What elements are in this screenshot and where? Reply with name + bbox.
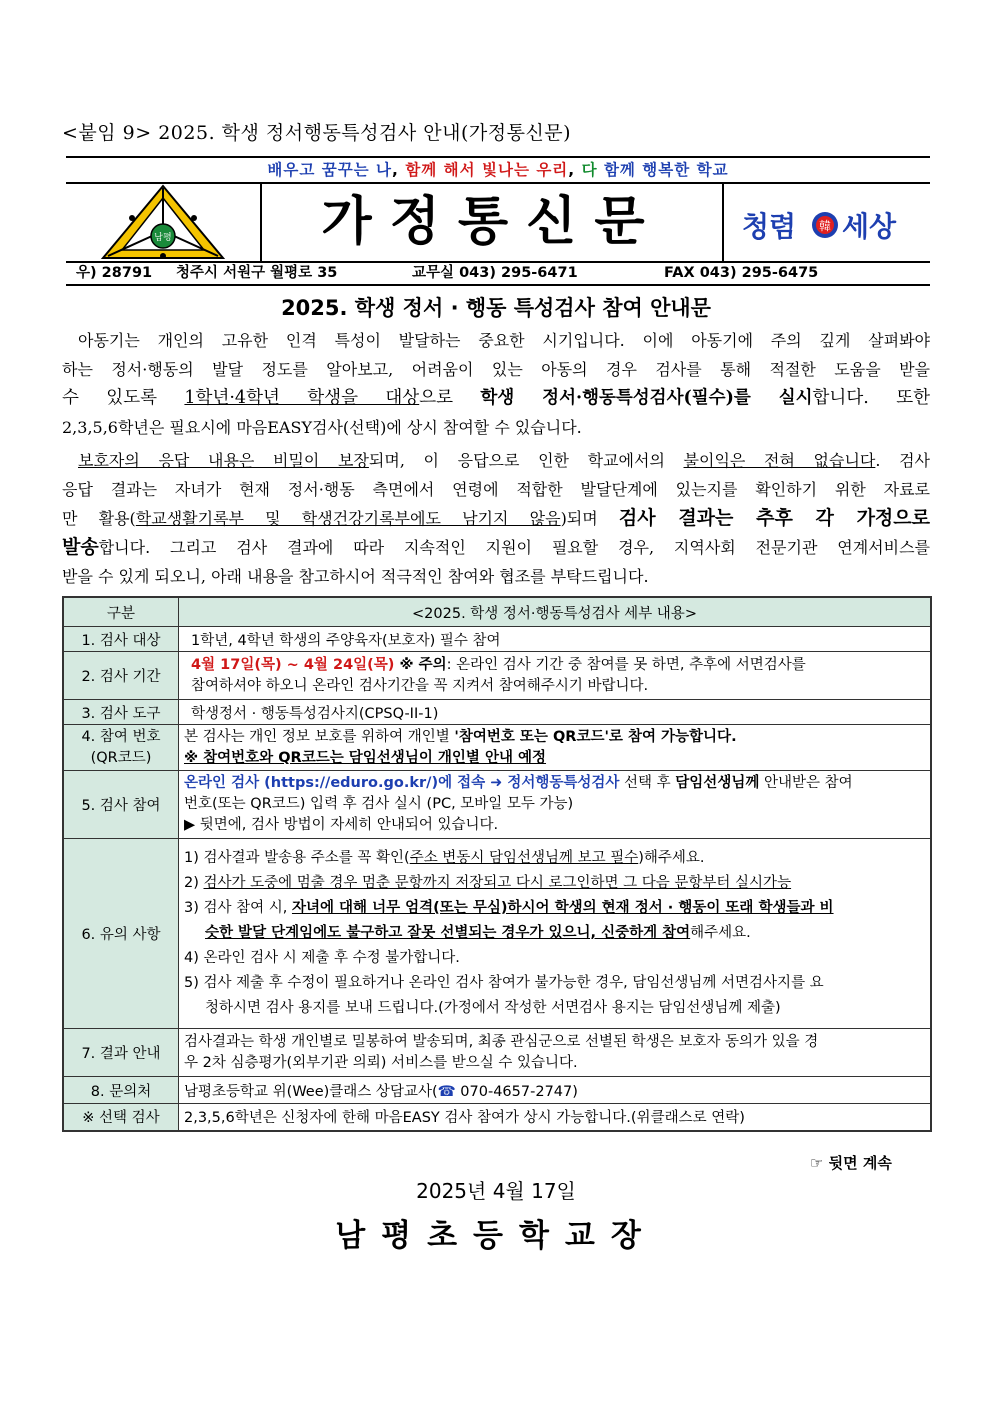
test-details-table xyxy=(62,596,932,1132)
logo-label: 남평 xyxy=(154,233,172,243)
privacy-line-3: 만 활용(학교생활기록부 및 학생건강기록부에도 남기지 않음)되며 검사 결과는 추후 각 가정으로 xyxy=(62,507,930,529)
table-row xyxy=(63,1029,931,1077)
phone-icon: ☎ xyxy=(437,1083,456,1100)
intro-line-1: 아동기는 개인의 고유한 인격 특성이 발달하는 중요한 시기입니다. 이에 아동기에 주의 깊게 살펴봐야 xyxy=(78,331,930,350)
school-logo xyxy=(66,184,262,261)
intro-line-2: 하는 정서·행동의 발달 정도를 알아보고, 어려움이 있는 아동의 경우 검사를 통해 적절한 도움을 받을 xyxy=(62,360,930,379)
slogan-part-3: 다 xyxy=(581,161,598,179)
brand-mark: 韓 xyxy=(818,219,832,233)
row-key-notes: 6. 유의 사항 xyxy=(63,839,179,1029)
row-key-period: 2. 검사 기간 xyxy=(63,652,179,700)
row-value-target: 1학년, 4학년 학생의 주양육자(보호자) 필수 참여 xyxy=(179,627,932,652)
row-key-target: 1. 검사 대상 xyxy=(63,627,179,652)
table-row xyxy=(63,1104,931,1131)
table-row xyxy=(63,652,931,700)
privacy-line-5: 받을 수 있게 되오니, 아래 내용을 참고하시어 적극적인 참여와 협조를 부탁드립니다. xyxy=(62,567,649,586)
row-value-notes: 1) 검사결과 발송용 주소를 꼭 확인(주소 변동시 담임선생님께 보고 필수)해주세요. 2) 검사가 도중에 멈출 경우 멈춘 문항까지 저장되고 다시 로그인하면 그 다음 문항부터 실시가능 3) 검사 참여 시, 자녀에 대해 너무 엄격(또는 무심)하시어 학생의 현재 정서 · 행동이 또래 학생들과 비 슷한 발달 단계임에도 불구하고 잘못 선별되는 경우가 있으니, 신중하게 참여해주세요. 4) 온라인 검사 시 제출 후 수정 불가합니다. 5) 검사 제출 후 수정이 필요하거나 온라인 검사 참여가 불가능한 경우, 담임선생님께 서면검사지를 요 청하시면 검사 용지를 보내 드립니다.(가정에서 작성한 서면검사 용지는 담임선생님께 제출) xyxy=(179,839,932,1029)
slogan-sep-1: , xyxy=(392,161,406,179)
newsletter-header xyxy=(66,156,930,286)
table-row xyxy=(63,771,931,839)
newsletter-title: 가정통신문 xyxy=(262,184,724,261)
office-phone: 교무실 043) 295-6471 xyxy=(412,265,578,281)
continue-note: ☞ 뒷면 계속 xyxy=(810,1154,892,1172)
school-address-bar xyxy=(66,261,930,284)
row-value-participation-number: 본 검사는 개인 정보 보호를 위하여 개인별 '참여번호 또는 QR코드'로 참여 가능합니다. ※ 참여번호와 QR코드는 담임선생님이 개인별 안내 예정 xyxy=(179,725,932,771)
privacy-paragraph xyxy=(62,446,930,591)
test-period: 4월 17일(목) ~ 4월 24일(목) xyxy=(191,656,395,673)
intro-paragraph xyxy=(62,326,930,442)
row-key-participation-number: 4. 참여 번호 (QR코드) xyxy=(63,725,179,771)
row-value-tool: 학생정서 · 행동특성검사지(CPSQ-II-1) xyxy=(179,700,932,725)
header-details: <2025. 학생 정서·행동특성검사 세부 내용> xyxy=(179,597,932,627)
attachment-title: <붙임 9> 2025. 학생 정서행동특성검사 안내(가정통신문) xyxy=(62,122,572,144)
table-row xyxy=(63,725,931,771)
row-value-contact: 남평초등학교 위(Wee)클래스 상담교사(☎ 070-4657-2747) xyxy=(179,1077,932,1104)
integrity-brand xyxy=(724,184,930,261)
privacy-line-1: 보호자의 응답 내용은 비밀이 보장되며, 이 응답으로 인한 학교에서의 불이익은 전혀 없습니다. 검사 xyxy=(78,451,930,470)
table-row xyxy=(63,700,931,725)
slogan-sep-2: , xyxy=(568,161,582,179)
street-address: 청주시 서원구 월평로 35 xyxy=(176,265,338,281)
table-row xyxy=(63,627,931,652)
row-key-contact: 8. 문의처 xyxy=(63,1077,179,1104)
row-key-tool: 3. 검사 도구 xyxy=(63,700,179,725)
fax-number: FAX 043) 295-6475 xyxy=(664,265,819,281)
row-value-period: 4월 17일(목) ~ 4월 24일(목) ※ 주의: 온라인 검사 기간 중 참여를 못 하면, 추후에 서면검사를 참여하셔야 하오니 온라인 검사기간을 꼭 지켜서 참여해주시기 바랍니다. xyxy=(179,652,932,700)
row-value-results: 검사결과는 학생 개인별로 밀봉하여 발송되며, 최종 관심군으로 선별된 학생은 보호자 동의가 있을 경 우 2차 심층평가(외부기관 의뢰) 서비스를 받으실 수 있습니다. xyxy=(179,1029,932,1077)
row-value-optional: 2,3,5,6학년은 신청자에 한해 마음EASY 검사 참여가 상시 가능합니다.(위클래스로 연락) xyxy=(179,1104,932,1131)
integrity-brand-icon xyxy=(724,184,930,261)
row-key-results: 7. 결과 안내 xyxy=(63,1029,179,1077)
eduro-link[interactable]: 온라인 검사 (https://eduro.go.kr/)에 접속 ➜ 정서행동특성검사 xyxy=(184,775,620,791)
slogan-part-2: 함께 해서 빛나는 우리 xyxy=(405,161,569,179)
table-header-row xyxy=(63,597,931,627)
mandatory-test: 학생 정서·행동특성검사(필수)를 실시 xyxy=(480,388,813,408)
school-emblem-icon xyxy=(66,184,260,261)
issue-date: 2025년 4월 17일 xyxy=(416,1179,576,1203)
intro-line-4: 2,3,5,6학년은 필요시에 마음EASY검사(선택)에 상시 참여할 수 있습니다. xyxy=(62,418,582,437)
slogan-part-1: 배우고 꿈꾸는 나 xyxy=(267,161,393,179)
privacy-line-4: 발송합니다. 그리고 검사 결과에 따라 지속적인 지원이 필요할 경우, 지역사회 전문기관 연계서비스를 xyxy=(62,536,930,558)
table-row xyxy=(63,1077,931,1104)
privacy-line-2: 응답 결과는 자녀가 현재 정서·행동 측면에서 연령에 적합한 발달단계에 있는지를 확인하기 위한 자료로 xyxy=(62,480,930,499)
postal-code: 우) 28791 xyxy=(76,265,153,281)
page-title: 2025. 학생 정서 · 행동 특성검사 참여 안내문 xyxy=(281,296,711,320)
row-key-optional: ※ 선택 검사 xyxy=(63,1104,179,1131)
brand-text-right: 세상 xyxy=(842,210,897,243)
header-category: 구분 xyxy=(63,597,179,627)
target-grades: 1학년·4학년 학생을 대상 xyxy=(184,388,420,408)
table-row xyxy=(63,839,931,1029)
row-key-participation: 5. 검사 참여 xyxy=(63,771,179,839)
brand-text-left: 청렴 xyxy=(742,210,797,243)
row-value-participation: 온라인 검사 (https://eduro.go.kr/)에 접속 ➜ 정서행동특성검사 선택 후 담임선생님께 안내받은 참여 번호(또는 QR코드) 입력 후 검사 실시 (PC, 모바일 모두 가능) ▶ 뒷면에, 검사 방법이 자세히 안내되어 있습니다. xyxy=(179,771,932,839)
intro-line-3: 수 있도록 1학년·4학년 학생을 대상으로 학생 정서·행동특성검사(필수)를 실시합니다. 또한 xyxy=(62,388,930,408)
school-slogan xyxy=(66,158,930,184)
principal-signature: 남평초등학교장 xyxy=(335,1218,657,1254)
slogan-part-4: 함께 행복한 학교 xyxy=(597,161,729,179)
